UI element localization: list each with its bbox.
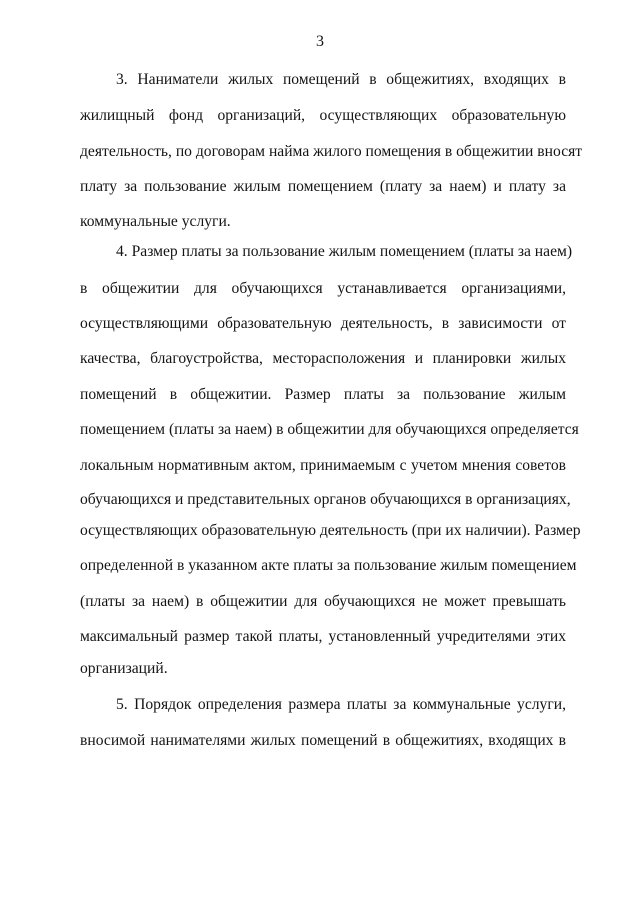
text-line: 4. Размер платы за пользование жилым помещением (платы за наем): [116, 243, 573, 260]
text-line: 3. Наниматели жилых помещений в общежитиях, входящих в: [116, 71, 566, 88]
text-line: деятельность, по договорам найма жилого помещения в общежитии вносят: [80, 143, 583, 160]
text-line: качества, благоустройства, месторасположения и планировки жилых: [80, 350, 566, 367]
text-line: помещений в общежитии. Размер платы за пользование жилым: [80, 386, 566, 403]
text-line: локальным нормативным актом, принимаемым с учетом мнения советов: [80, 457, 566, 474]
text-line: осуществляющих образовательную деятельность (при их наличии). Размер: [80, 522, 581, 539]
text-line: жилищный фонд организаций, осуществляющих образовательную: [80, 107, 566, 124]
text-line: определенной в указанном акте платы за пользование жилым помещением: [80, 557, 577, 574]
text-line: плату за пользование жилым помещением (плату за наем) и плату за: [80, 178, 566, 195]
text-line: вносимой нанимателями жилых помещений в общежитиях, входящих в: [80, 732, 566, 749]
text-line: (платы за наем) в общежитии для обучающихся не может превышать: [80, 593, 566, 610]
text-line: 5. Порядок определения размера платы за коммунальные услуги,: [116, 696, 566, 713]
text-line: организаций.: [80, 660, 168, 677]
text-line: коммунальные услуги.: [80, 213, 231, 230]
text-line: максимальный размер такой платы, установленный учредителями этих: [80, 628, 566, 645]
text-line: помещением (платы за наем) в общежитии для обучающихся определяется: [80, 421, 579, 438]
page-number: 3: [316, 33, 324, 50]
text-line: в общежитии для обучающихся устанавливается организациями,: [80, 280, 566, 297]
text-line: обучающихся и представительных органов обучающихся в организациях,: [80, 491, 571, 508]
text-line: осуществляющими образовательную деятельность, в зависимости от: [80, 315, 566, 332]
